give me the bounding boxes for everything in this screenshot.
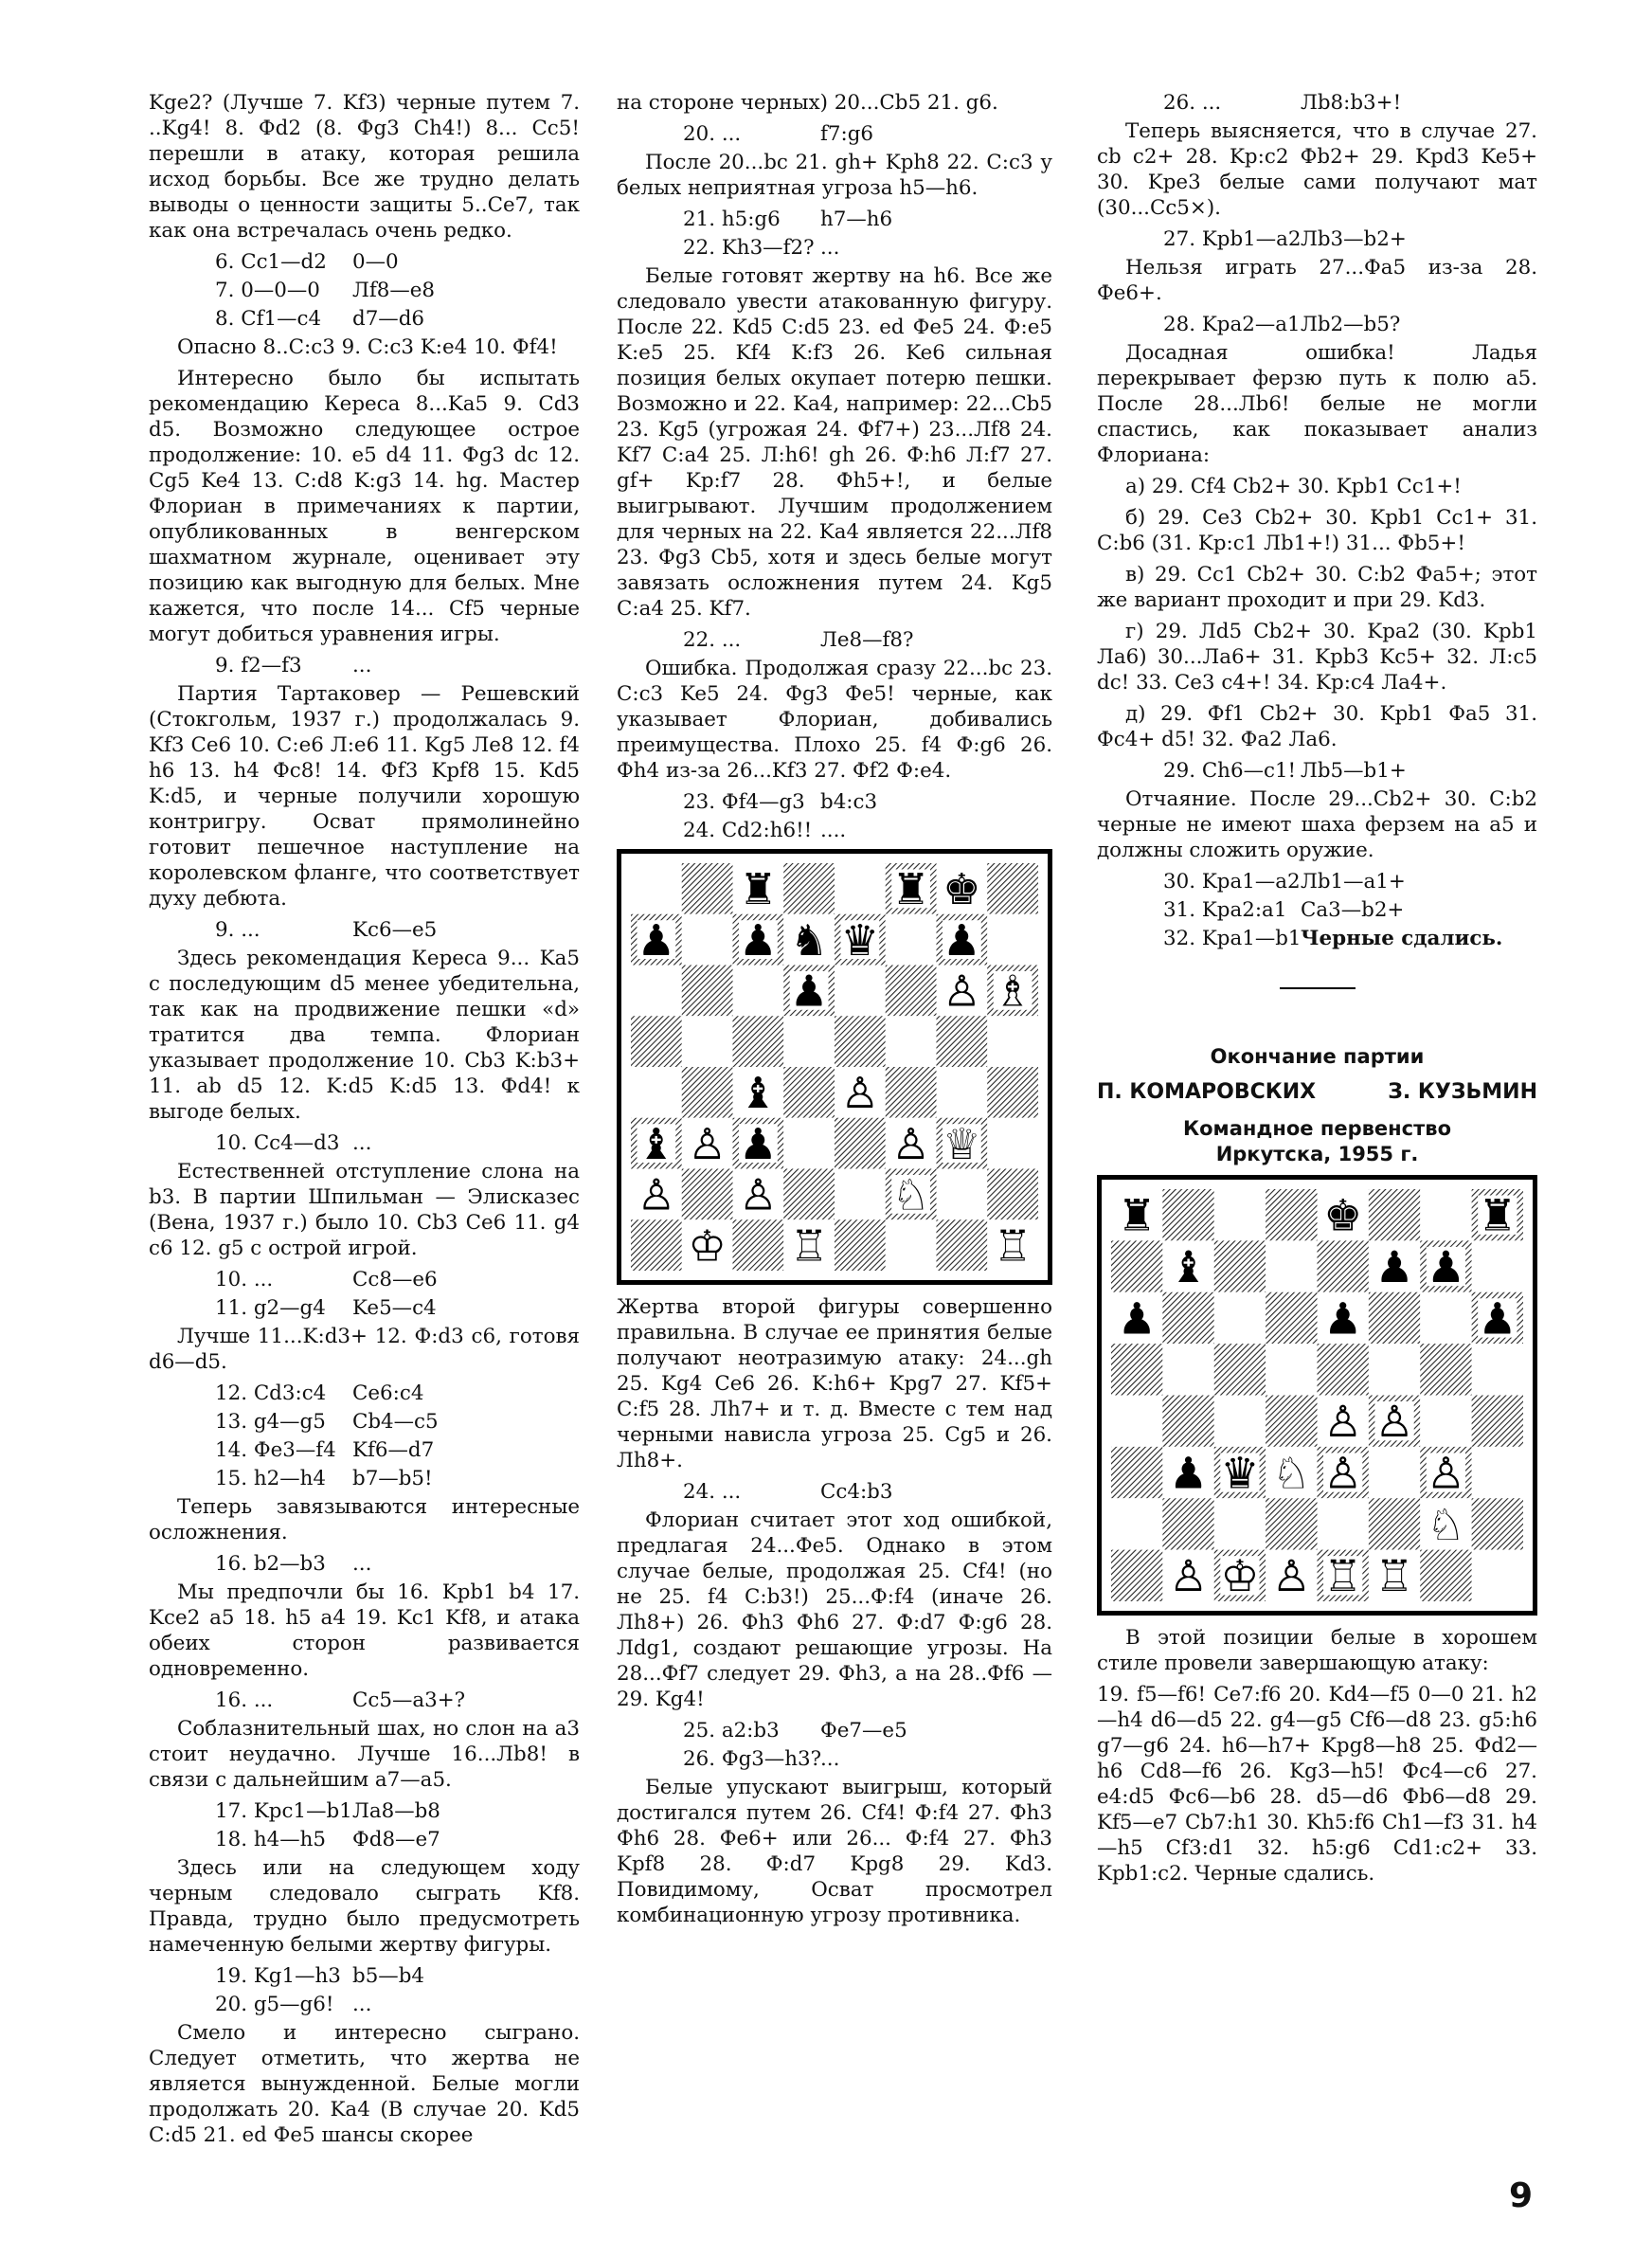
move-line [149, 1551, 580, 1577]
move-line [617, 1718, 1052, 1743]
paragraph: Здесь рекомендация Кереса 9... Ka5 с последующим d5 менее убедительна, так как на продвижение пешки «d» тратится два темпа. Флориан указывает продолжение 10. Cb3 K:b3+ 11. ab d5 12. K:d5 K:d5 13. Фd4! к выгоде белых. [149, 947, 580, 1124]
black-move: b7—b5! [352, 1467, 433, 1490]
move-line [149, 306, 580, 332]
white-move: 26. ... [1163, 91, 1222, 115]
chess-piece-wP-f3: ♙ [891, 1118, 930, 1169]
paragraph: Соблазнительный шах, но слон на a3 стоит неудачно. Лучше 16...Лb8! в связи с дальнейшим a7—a5. [149, 1717, 580, 1792]
move-line [617, 1746, 1052, 1772]
white-move: 9. f2—f3 [215, 654, 302, 677]
light-square [987, 914, 1038, 966]
paragraph: Белые готовят жертву на h6. Все же следовало увести атакованную фигуру. После 22. Kd5 C:d5 23. ed Фe5 24. Ф:e5 K:e5 25. Kf4 K:f3 26. Ke6 сильная позиция белых окупает потерю пешки. Возможно и 22. Ka4, например: 22...Cb5 23. Kg5 (угрожая 24. Фf7+) 23...Лf8 24. Kf7 C:a4 25. Л:h6! gh 26. Ф:h6 Л:f7 27. gf+ Kp:f7 28. Фh5+!, и белые выигрывают. Лучшим продолжением для черных на 22. Ka4 является 22...Лf8 23. Фg3 Cb5, хотя и здесь белые могут завязать осложнения путем 24. Kg5 C:a4 25. Kf7. [617, 264, 1052, 621]
chess-piece-bP-h6: ♟ [1478, 1293, 1517, 1345]
white-move: 8. Cf1—c4 [215, 307, 322, 331]
white-move: 26. Фg3—h3? [683, 1747, 822, 1771]
chess-piece-wP-b1: ♙ [1169, 1551, 1209, 1601]
move-line [617, 235, 1052, 261]
white-move: 9. ... [215, 918, 260, 942]
column-1 [149, 90, 580, 2154]
page-number: 9 [1509, 2176, 1534, 2215]
move-line [617, 207, 1052, 232]
light-square [1369, 1344, 1420, 1395]
dark-square [1369, 1498, 1420, 1549]
paragraph: Смело и интересно сыграно. Следует отметить, что жертва не является вынужденной. Белые могли продолжать 20. Ka4 (В случае 20. Kd5 C:d5 21. ed Фe5 шансы скорее [149, 2021, 580, 2147]
light-square [1214, 1292, 1266, 1344]
light-square [835, 1169, 886, 1220]
chess-piece-bB-c4: ♝ [739, 1068, 778, 1118]
move-line [1097, 897, 1537, 923]
white-move: 12. Cd3:c4 [215, 1381, 327, 1405]
light-square [1472, 1240, 1523, 1291]
dark-square [1162, 1498, 1213, 1549]
dark-square [783, 863, 835, 914]
light-square [783, 1016, 835, 1067]
chess-piece-wN-f2: ♘ [891, 1169, 930, 1220]
dark-square [1266, 1498, 1317, 1549]
black-move: f7:g6 [820, 122, 874, 146]
move-line [617, 789, 1052, 815]
white-move: 11. g2—g4 [215, 1296, 326, 1320]
move-line [1097, 926, 1537, 951]
move-line [149, 1827, 580, 1852]
dark-square [1472, 1396, 1523, 1447]
white-move: 18. h4—h5 [215, 1828, 326, 1851]
dark-square [1318, 1240, 1369, 1291]
light-square [835, 863, 886, 914]
paragraph: 19. f5—f6! Ce7:f6 20. Kd4—f5 0—0 21. h2—h4 d6—d5 22. g4—g5 Cf6—d8 23. g5:h6 g7—g6 24. h6—h7+ Kpg8—h8 25. Фd2—h6 Cd8—f6 26. Kg3—h5! Фc4—c6 27. e4:d5 Фc6—b6 28. d5—d6 Фb6—d8 29. Kf5—e7 Cb7:h1 30. Kh5:f6 Ch1—f3 31. h4—h5 Cf3:d1 32. h5:g6 Cd1:c2+ 33. Kpb1:c2. Черные сдались. [1097, 1683, 1537, 1886]
chess-piece-wP-c2: ♙ [739, 1169, 778, 1220]
event-line-2: Иркутска, 1955 г. [1215, 1143, 1419, 1165]
paragraph: После 20...bc 21. gh+ Kph8 22. C:c3 у белых неприятная угроза h5—h6. [617, 151, 1052, 200]
dark-square [1162, 1189, 1213, 1240]
black-move: Cc8—e6 [352, 1268, 438, 1291]
light-square [1472, 1550, 1523, 1601]
paragraph: Отчаяние. После 29...Cb2+ 30. C:b2 черные не имеют шаха ферзем на a5 и должны сложить оружие. [1097, 787, 1537, 862]
white-move: 16. b2—b3 [215, 1552, 326, 1576]
light-square [1111, 1498, 1162, 1549]
black-move: Ca3—b2+ [1301, 898, 1405, 922]
move-line [149, 653, 580, 678]
chess-piece-bB-a3: ♝ [637, 1118, 676, 1169]
paragraph: Досадная ошибка! Ладья перекрывает ферзю путь к полю a5. После 28...Лb6! белые не могли спастись, как показывает анализ Флориана: [1097, 341, 1537, 467]
white-move: 20. ... [683, 122, 742, 146]
chess-piece-wP-e4: ♙ [840, 1068, 880, 1118]
white-move: 22. ... [683, 628, 742, 652]
black-move: ... [352, 1552, 372, 1576]
dark-square [733, 1016, 784, 1067]
black-move: b5—b4 [352, 1964, 424, 1988]
dark-square [682, 966, 733, 1017]
dark-square [987, 863, 1038, 914]
move-line [149, 1130, 580, 1156]
dark-square [1214, 1240, 1266, 1291]
chess-piece-bP-d6: ♟ [789, 966, 829, 1017]
dark-square [1420, 1550, 1471, 1601]
move-line [149, 917, 580, 943]
dark-square [937, 1219, 988, 1271]
black-player: З. КУЗЬМИН [1388, 1080, 1537, 1104]
light-square [1214, 1498, 1266, 1549]
chess-piece-bP-a7: ♟ [637, 914, 676, 966]
black-move: Лb1—a1+ [1301, 870, 1406, 894]
chess-piece-bP-f7: ♟ [1374, 1241, 1414, 1292]
black-move: Лb3—b2+ [1301, 227, 1407, 251]
black-move: Kc6—e5 [352, 918, 438, 942]
white-move: 6. Cc1—d2 [215, 250, 327, 274]
light-square [937, 1169, 988, 1220]
dark-square [1162, 1396, 1213, 1447]
chess-piece-bN-d7: ♞ [789, 914, 829, 966]
dark-square [1266, 1396, 1317, 1447]
chess-piece-wP-a2: ♙ [637, 1169, 676, 1220]
chess-piece-bP-e6: ♟ [1323, 1293, 1363, 1345]
black-move: Cc5—a3+? [352, 1688, 466, 1712]
paragraph: д) 29. Фf1 Cb2+ 30. Kpb1 Фa5 31. Фc4+ d5! 32. Фa2 Лa6. [1097, 702, 1537, 751]
chess-piece-bP-c3: ♟ [739, 1118, 778, 1169]
dark-square [1111, 1447, 1162, 1498]
move-line [1097, 312, 1537, 337]
light-square [1162, 1344, 1213, 1395]
dark-square [631, 1219, 682, 1271]
dark-square [1266, 1292, 1317, 1344]
chess-piece-bQ-c3: ♛ [1220, 1448, 1260, 1499]
white-move: 24. Cd2:h6!! [683, 819, 813, 842]
black-move: ... [820, 236, 840, 260]
paragraph: Теперь завязываются интересные осложнения. [149, 1495, 580, 1544]
paragraph: Белые упускают выигрыш, который достигался путем 26. Cf4! Ф:f4 27. Фh3 Фh6 28. Фe6+ или 26... Ф:f4 27. Фh3 Kpf8 28. Ф:d7 Kpg8 29. Kd3. Повидимому, Освaт просмотрел комбинационную угрозу противника. [617, 1776, 1052, 1927]
dark-square [783, 1169, 835, 1220]
chess-piece-wP-g3: ♙ [1426, 1448, 1465, 1499]
column-2-bottom [617, 1294, 1052, 1928]
dark-square [835, 1219, 886, 1271]
white-move: 17. Kpc1—b1 [215, 1799, 352, 1823]
paragraph: Флориан считает этот ход ошибкой, предлагая 24...Фe5. Однако в этом случае белые, продолжая 25. Cf4! (но не 25. f4 C:b3!) 25...Ф:f4 (иначе 26. Лh8+) 26. Фh3 Фh6 27. Ф:d7 Ф:g6 28. Лdg1, создают решающие угрозы. На 28...Фf7 следует 29. Фh3, а на 28..Фf6 — 29. Kg4! [617, 1508, 1052, 1711]
move-line [617, 818, 1052, 843]
move-line [617, 121, 1052, 147]
dark-square [987, 1067, 1038, 1118]
chess-piece-wP-g6: ♙ [943, 966, 981, 1017]
chess-piece-bP-c7: ♟ [739, 914, 778, 966]
white-move: 13. g4—g5 [215, 1410, 326, 1434]
black-move: Лe8—f8? [820, 628, 914, 652]
chess-piece-bK-g8: ♚ [943, 864, 981, 914]
dark-square [835, 1016, 886, 1067]
move-line [149, 1798, 580, 1824]
light-square [886, 1219, 937, 1271]
light-square [987, 1118, 1038, 1169]
move-line [1097, 226, 1537, 252]
paragraph: Естественней отступление слона на b3. В партии Шпильман — Элисказес (Вена, 1937 г.) было 10. Cb3 Ce6 11. g4 c6 12. g5 с острой игрой. [149, 1160, 580, 1260]
column-3-top [1097, 90, 1537, 951]
white-move: 24. ... [683, 1480, 742, 1504]
diagram-1 [617, 849, 1052, 1285]
light-square [1266, 1240, 1317, 1291]
black-move: ... [820, 1747, 840, 1771]
light-square [1369, 1447, 1420, 1498]
black-move: Фe7—e5 [820, 1719, 907, 1742]
paragraph: Мы предпочли бы 16. Kpb1 b4 17. Kce2 a5 18. h5 a4 19. Kc1 Kf8, и атака обеих сторон развивается одновременно. [149, 1580, 580, 1681]
white-move: 32. Kpa1—b1 [1163, 927, 1302, 950]
paragraph: г) 29. Лd5 Cb2+ 30. Kpa2 (30. Kpb1 Лa6) 30...Лa6+ 31. Kpb3 Kc5+ 32. Л:c5 dc! 33. Ce3 c4+! 34. Kp:c4 Лa4+. [1097, 620, 1537, 695]
black-move: Лb5—b1+ [1301, 759, 1407, 783]
light-square [631, 966, 682, 1017]
black-move: ... [352, 1131, 372, 1155]
paragraph: в) 29. Cc1 Cb2+ 30. C:b2 Фa5+; этот же вариант проходит и при 29. Kd3. [1097, 563, 1537, 612]
white-move: 29. Ch6—c1! [1163, 759, 1297, 783]
dark-square [835, 1118, 886, 1169]
light-square [1472, 1447, 1523, 1498]
paragraph: Kge2? (Лучше 7. Kf3) черные путем 7. ..Kg4! 8. Фd2 (8. Фg3 Ch4!) 8... Cc5! перешли в атаку, которая решила исход борьбы. Все же трудно делать выводы о ценности защиты 5..Ce7, так как она встречалась очень редко. [149, 91, 580, 243]
light-square [1214, 1189, 1266, 1240]
light-square [682, 1016, 733, 1067]
players-line [1097, 1079, 1537, 1105]
chess-piece-bR-c8: ♜ [739, 864, 778, 914]
white-move: 30. Kpa1—a2 [1163, 870, 1301, 894]
dark-square [886, 1067, 937, 1118]
dark-square [1420, 1344, 1471, 1395]
game-heading: Окончание партии [1210, 1045, 1425, 1068]
white-move: 20. g5—g6! [215, 1993, 334, 2016]
light-square [835, 966, 886, 1017]
dark-square [631, 1016, 682, 1067]
chess-piece-bP-g7: ♟ [1426, 1241, 1465, 1292]
black-move: ... [352, 1993, 372, 2016]
white-move: 21. h5:g6 [683, 208, 781, 231]
dark-square [682, 1169, 733, 1220]
chess-piece-wN-g2: ♘ [1426, 1499, 1465, 1550]
chess-piece-bP-g7: ♟ [943, 914, 981, 966]
chess-piece-wB-h6: ♗ [993, 966, 1032, 1017]
light-square [886, 914, 937, 966]
move-line [617, 627, 1052, 653]
black-move: h7—h6 [820, 208, 893, 231]
column-2-top [617, 90, 1052, 843]
white-move: 27. Kpb1—a2 [1163, 227, 1302, 251]
chess-piece-bR-h8: ♜ [1478, 1190, 1517, 1241]
move-line [149, 278, 580, 303]
paragraph: Интересно было бы испытать рекомендацию Кереса 8...Ka5 9. Cd3 d5. Возможно следующее острое продолжение: 10. e5 d4 11. Фg3 dc 12. Cg5 Ke4 13. C:d8 K:g3 14. hg. Мастер Флориан в примечаниях к партии, опубликованных в венгерском шахматном журнале, оценивает эту позицию как выгодную для белых. Мне кажется, что после 14... Cf5 черные могут добиться уравнения игры. [149, 367, 580, 646]
paragraph: Партия Тартаковер — Решевский (Стокгольм, 1937 г.) продолжалась 9. Kf3 Ce6 10. C:e6 Л:e6 11. Kg5 Лe8 12. f4 h6 13. h4 Фc8! 14. Фf3 Kpf8 15. Kd5 K:d5, и черные получили хорошую контригру. Освaт прямолинейно готовит пешечное наступление на королевском фланге, что соответствует духу дебюта. [149, 682, 580, 911]
dark-square [886, 966, 937, 1017]
move-line [149, 1409, 580, 1435]
chess-piece-bR-f8: ♜ [891, 864, 930, 914]
white-move: 7. 0—0—0 [215, 279, 320, 302]
white-move: 14. Фe3—f4 [215, 1438, 336, 1462]
section-divider [1280, 987, 1356, 989]
black-move: d7—d6 [352, 307, 424, 331]
chess-piece-wK-b1: ♔ [688, 1220, 727, 1271]
paragraph: на стороне черных) 20...Cb5 21. g6. [617, 91, 998, 115]
white-move: 19. Kg1—h3 [215, 1964, 341, 1988]
white-move: 25. a2:b3 [683, 1719, 780, 1742]
chess-piece-wR-f1: ♖ [1374, 1551, 1414, 1601]
dark-square [1111, 1344, 1162, 1395]
dark-square [1111, 1550, 1162, 1601]
paragraph: Теперь выясняется, что в случае 27. cb c2+ 28. Kp:c2 Фb2+ 29. Kpd3 Ke5+ 30. Kpe3 белые сами получают мат (30...Cc5×). [1097, 119, 1537, 220]
white-move: 22. Kh3—f2? [683, 236, 815, 260]
chess-piece-bP-a6: ♟ [1117, 1293, 1157, 1345]
light-square [1111, 1396, 1162, 1447]
light-square [733, 966, 784, 1017]
chess-piece-wP-e3: ♙ [1323, 1448, 1363, 1499]
chess-board-2 [1111, 1189, 1523, 1601]
dark-square [783, 1067, 835, 1118]
column-2 [617, 90, 1052, 1934]
move-line [149, 1267, 580, 1292]
black-move: Cc4:b3 [820, 1480, 893, 1504]
black-move: b4:c3 [820, 790, 878, 814]
dark-square [682, 1067, 733, 1118]
move-line [617, 1479, 1052, 1505]
white-move: 28. Kpa2—a1 [1163, 313, 1301, 336]
move-line [149, 1437, 580, 1463]
chess-piece-bP-b3: ♟ [1169, 1448, 1209, 1499]
paragraph: Здесь или на следующем ходу черным следовало сыграть Kf8. Правда, трудно было предусмотреть намеченную белыми жертву фигуры. [149, 1856, 580, 1957]
chess-piece-wN-d3: ♘ [1271, 1448, 1311, 1499]
light-square [783, 1118, 835, 1169]
light-square [987, 1016, 1038, 1067]
white-move: 16. ... [215, 1688, 274, 1712]
dark-square [733, 1219, 784, 1271]
move-line [1097, 758, 1537, 784]
light-square [937, 1067, 988, 1118]
white-move: 10. ... [215, 1268, 274, 1291]
chess-piece-bB-b7: ♝ [1169, 1241, 1209, 1292]
chess-piece-wP-b3: ♙ [688, 1118, 727, 1169]
light-square [1266, 1344, 1317, 1395]
move-line [1097, 90, 1537, 116]
white-move: 15. h2—h4 [215, 1467, 326, 1490]
white-move: 31. Kpa2:a1 [1163, 898, 1287, 922]
chess-piece-bR-a8: ♜ [1117, 1190, 1157, 1241]
chess-board-1 [631, 863, 1038, 1271]
paragraph: В этой позиции белые в хорошем стиле провели завершающую атаку: [1097, 1626, 1537, 1675]
paragraph: б) 29. Ce3 Cb2+ 30. Kpb1 Cc1+ 31. C:b6 (31. Kp:c1 Лb1+!) 31... Фb5+! [1097, 506, 1537, 555]
paragraph: Опасно 8..C:c3 9. C:c3 K:e4 10. Фf4! [177, 335, 558, 359]
light-square [631, 1067, 682, 1118]
move-line [149, 1688, 580, 1713]
column-3-bottom [1097, 1625, 1537, 1887]
chess-piece-bK-e8: ♚ [1323, 1190, 1363, 1241]
move-line [1097, 869, 1537, 894]
chess-piece-wR-e1: ♖ [1323, 1551, 1363, 1601]
light-square [1472, 1344, 1523, 1395]
black-move: Ke5—c4 [352, 1296, 437, 1320]
black-move: Лb8:b3+! [1301, 91, 1402, 115]
move-line [149, 1963, 580, 1989]
paragraph: а) 29. Cf4 Cb2+ 30. Kpb1 Cc1+! [1125, 475, 1462, 498]
light-square [1318, 1498, 1369, 1549]
light-square [682, 914, 733, 966]
black-move: 0—0 [352, 250, 399, 274]
black-move: ... [352, 654, 372, 677]
chess-piece-wP-f4: ♙ [1374, 1397, 1414, 1447]
white-move: 10. Cc4—d3 [215, 1131, 340, 1155]
move-line [149, 1381, 580, 1406]
chess-piece-wQ-g3: ♕ [943, 1118, 981, 1169]
chess-piece-wP-e4: ♙ [1323, 1397, 1363, 1447]
paragraph: Жертва второй фигуры совершенно правильна. В случае ее принятия белые получают неотразимую атаку: 24...gh 25. Kg4 Ce6 26. K:h6+ Kpg7 27. Kf5+ C:f5 28. Лh7+ и т. д. Вместе с тем над черными нависла угроза 25. Cg5 и 26. Лh8+. [617, 1295, 1052, 1472]
black-move: Kf6—d7 [352, 1438, 435, 1462]
dark-square [937, 1016, 988, 1067]
black-move: Лf8—e8 [352, 279, 436, 302]
light-square [1214, 1396, 1266, 1447]
dark-square [987, 1169, 1038, 1220]
move-line [149, 1466, 580, 1491]
dark-square [1266, 1189, 1317, 1240]
black-move: Cb4—c5 [352, 1410, 439, 1434]
dark-square [1369, 1189, 1420, 1240]
chess-piece-wR-d1: ♖ [789, 1220, 829, 1271]
diagram-2 [1097, 1175, 1537, 1616]
black-move: .... [820, 819, 847, 842]
chess-piece-wK-c1: ♔ [1220, 1551, 1260, 1601]
event-line-1: Командное первенство [1182, 1117, 1452, 1140]
light-square [1420, 1292, 1471, 1344]
dark-square [1111, 1240, 1162, 1291]
dark-square [1318, 1344, 1369, 1395]
black-move: Лa8—b8 [352, 1799, 440, 1823]
white-player: П. КОМАРОВСКИХ [1097, 1080, 1317, 1104]
black-move: Ce6:c4 [352, 1381, 424, 1405]
black-move: Лb2—b5? [1301, 313, 1401, 336]
paragraph: Лучше 11...K:d3+ 12. Ф:d3 c6, готовя d6—d5. [149, 1325, 580, 1374]
dark-square [1162, 1292, 1213, 1344]
move-line [149, 1992, 580, 2017]
white-move: 23. Фf4—g3 [683, 790, 805, 814]
light-square [1420, 1189, 1471, 1240]
black-move: Фd8—e7 [352, 1828, 440, 1851]
light-square [886, 1016, 937, 1067]
column-3 [1097, 90, 1537, 1892]
black-move: Черные сдались. [1301, 927, 1503, 950]
chess-piece-wP-d1: ♙ [1271, 1551, 1311, 1601]
paragraph: Ошибка. Продолжая сразу 22...bc 23. C:c3 Ke5 24. Фg3 Фe5! черные, как указывает Флориан, добивались преимущества. Плохо 25. f4 Ф:g6 26. Фh4 из-за 26...Kf3 27. Фf2 Ф:e4. [617, 657, 1052, 783]
light-square [1420, 1396, 1471, 1447]
dark-square [682, 863, 733, 914]
light-square [631, 863, 682, 914]
dark-square [1472, 1498, 1523, 1549]
chess-piece-bQ-e7: ♛ [840, 914, 880, 966]
move-line [149, 1295, 580, 1321]
paragraph: Нельзя играть 27...Фa5 из-за 28. Фe6+. [1097, 256, 1537, 305]
dark-square [1214, 1344, 1266, 1395]
dark-square [1369, 1292, 1420, 1344]
chess-piece-wR-h1: ♖ [993, 1220, 1032, 1271]
move-line [149, 249, 580, 275]
